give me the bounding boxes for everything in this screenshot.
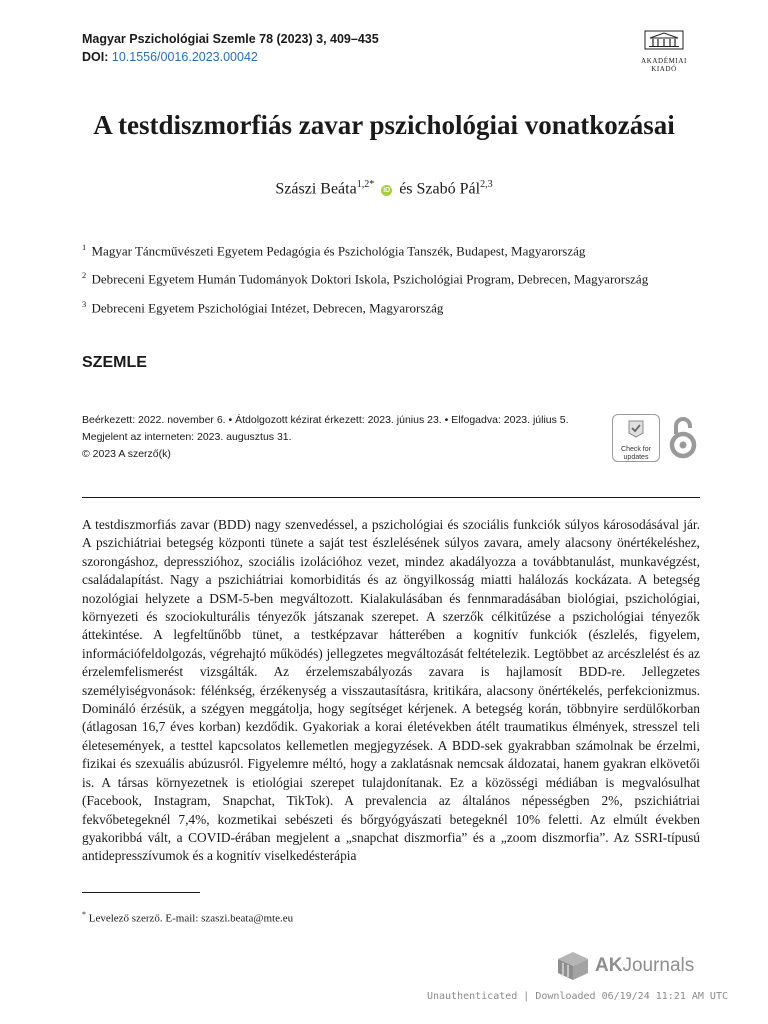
brand-name xyxy=(595,955,694,977)
article-type-label: SZEMLE xyxy=(82,354,147,371)
crossmark-icon xyxy=(625,419,647,439)
brand-ak: AK xyxy=(595,955,623,976)
orcid-icon[interactable]: iD xyxy=(383,187,391,195)
doi-link[interactable]: 10.1556/0016.2023.00042 xyxy=(111,50,258,64)
download-stamp: Unauthenticated | Downloaded 06/19/24 11:21 AM UTC xyxy=(426,991,728,1002)
affiliation-number: 2 xyxy=(82,270,87,281)
open-access-icon xyxy=(668,414,698,460)
copyright-line: © 2023 A szerző(k) xyxy=(82,448,171,460)
abstract-text: A testdiszmorfiás zavar (BDD) nagy szenvedéssel, a pszichológiai és szociális funkciók súlyos károsodásával jár. A pszichiátriai betegség központi tünete a saját test észlelésének súlyos zavara, amely alacsony önértékeléshez, szorongáshoz, depresszióhoz, szociális izolációhoz vezet, mindez akadályozza a továbbtanulást, munkavégzést, családalapítást. Nagy a pszichiátriai komorbiditás és az öngyilkosság miatti halálozás kockázata. A betegség nozológiai helyzete a DSM-5-ben megváltozott. Kialakulásában és fennmaradásában biológiai, pszichológiai, környezeti és szociokulturális tényezők játszanak szerepet. A szerzők célkitűzése a pszichológiai tényezők áttekintése. A legfeltűnőbb tünet, a testképzavar hátterében a kognitív funkciók (észlelés, figyelem, információfeldolgozás, végrehajtó működés) jellegzetes megváltozását feltételezik. Legtöbbet az arcészlelést és az érzelemfelismerést vizsgálták. Az érzelemszabályozás zavara is hajlamosít BDD-re. Jellegzetes személyiségvonások: félénkség, érzékenység a visszautasításra, kritikára, alacsony önértékelés, perfekcionizmus. Domináló érzésük, a szégyen meggátolja, hogy segítséget kérjenek. A betegség korán, többnyire serdülőkorban (átlagosan 16,7 éves korban) kezdődik. Gyakoriak a korai életévekben átélt traumatikus élmények, stresszel teli életesemények, a testtel kapcsolatos kellemetlen megjegyzések. A BDD-sek gyakrabban számolnak be érzelmi, fizikai és szexuális abúzusról. Figyelemre méltó, hogy a zaklatásnak nemcsak áldozatai, hanem gyakran elkövetői is. A társas környezetnek is etiológiai szerepet tulajdonítanak. Ez a közösségi médiában is megvalósulhat (Facebook, Instagram, Snapchat, TikTok). A prevalencia az általános népességben 2%, pszichiátriai fekvőbetegeknél 7,4%, kozmetikai sebészeti és bőrgyógyászati betegeknél 10% feletti. Az elmúlt években gyakoribbá vált, a COVID-érában megjelent a „snapchat diszmorfia” és a „zoom diszmorfia”. Az SSRI-típusú antidepresszívumok és a kognitív viselkedésterápia xyxy=(82,517,700,864)
crossmark-line: updates xyxy=(623,453,649,461)
author-name: Szabó Pál xyxy=(416,180,481,198)
article-title: A testdiszmorfiás zavar pszichológiai vonatkozásai xyxy=(93,110,675,140)
affiliation-number: 3 xyxy=(82,298,87,309)
author-line xyxy=(0,179,768,198)
akjournals-logo xyxy=(555,946,694,986)
affiliation-text: Magyar Táncművészeti Egyetem Pedagógia és Pszichológia Tanszék, Budapest, Magyarország xyxy=(91,243,586,259)
academy-building-icon xyxy=(644,30,684,50)
journal-name: Magyar Pszichológiai Szemle 78 (2023) 3, 409–435 xyxy=(82,32,379,46)
footnote-mark: * xyxy=(82,910,86,919)
doi-label: DOI: xyxy=(82,50,109,64)
affiliation-text: Debreceni Egyetem Pszichológiai Intézet, Debrecen, Magyarország xyxy=(91,299,444,315)
online-date: Megjelent az interneten: 2023. augusztus 31. xyxy=(82,431,292,443)
affiliation-item xyxy=(82,266,682,288)
header-divider xyxy=(82,497,700,498)
author-affiliation-marks: 2,3 xyxy=(480,179,493,190)
book-stack-icon xyxy=(555,949,591,983)
footnote xyxy=(82,910,293,925)
author-connector: és xyxy=(399,180,413,198)
publisher-name: AKADÉMIAI KIADÓ xyxy=(641,57,687,73)
affiliations xyxy=(82,238,682,323)
brand-journals: Journals xyxy=(622,955,695,976)
footnote-divider xyxy=(82,892,200,893)
affiliation-item xyxy=(82,295,682,317)
doi-line xyxy=(82,48,379,66)
affiliation-number: 1 xyxy=(82,242,87,252)
history-dates: Beérkezett: 2022. november 6. • Átdolgozott kézirat érkezett: 2023. június 23. • Elfogadva: 2023. július 5. xyxy=(82,414,569,426)
author-name: Szászi Beáta xyxy=(275,180,357,198)
journal-citation xyxy=(82,30,379,66)
affiliation-item xyxy=(82,238,682,260)
crossmark-line: Check for xyxy=(621,446,651,453)
author-affiliation-marks: 1,2* xyxy=(356,179,375,190)
affiliation-text: Debreceni Egyetem Humán Tudományok Doktori Iskola, Pszichológiai Program, Debrecen, Magyarország xyxy=(91,271,649,287)
footnote-text: Levelező szerző. E-mail: szaszi.beata@mte.eu xyxy=(88,912,294,925)
abstract xyxy=(82,516,700,866)
article-badges xyxy=(612,414,702,462)
check-for-updates-badge[interactable] xyxy=(612,414,660,462)
publisher-logo xyxy=(628,30,700,73)
article-dates xyxy=(82,412,569,463)
